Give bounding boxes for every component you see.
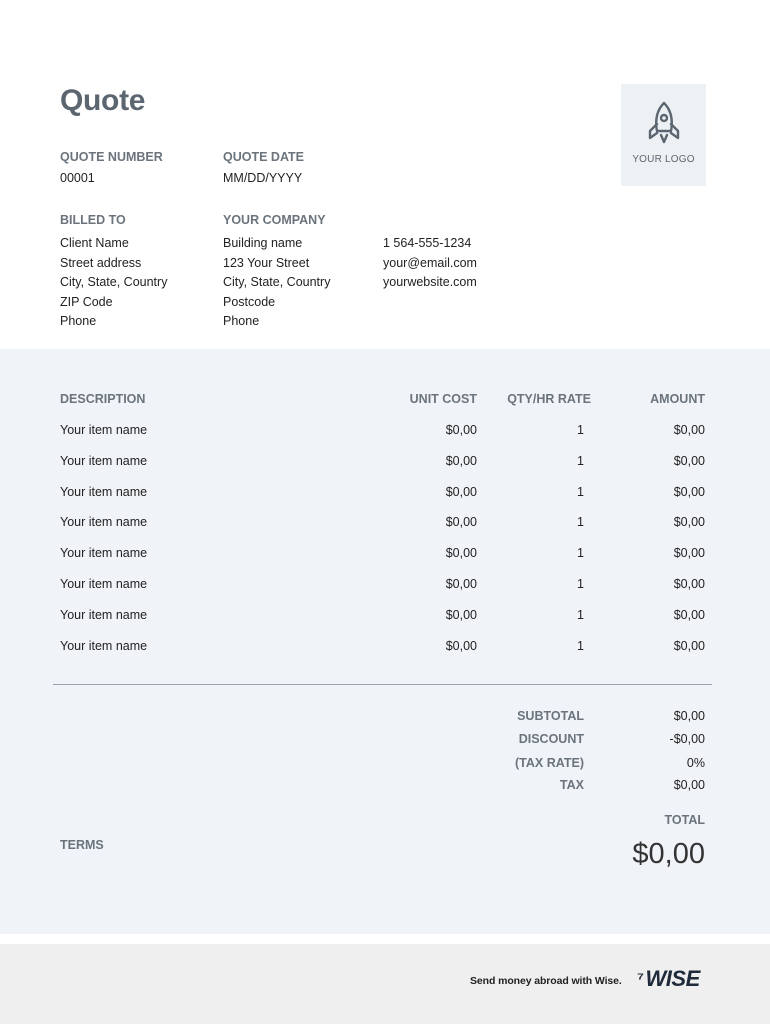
billed-to-label: BILLED TO xyxy=(60,213,126,227)
item-qty: 1 xyxy=(577,608,584,622)
company-phone: 1 564-555-1234 xyxy=(383,236,472,250)
item-amount: $0,00 xyxy=(673,546,705,560)
table-row xyxy=(0,454,770,474)
item-qty: 1 xyxy=(577,546,584,560)
item-qty: 1 xyxy=(577,515,584,529)
item-description: Your item name xyxy=(60,515,148,529)
quote-number-block xyxy=(60,150,163,189)
item-unit-cost: $0,00 xyxy=(445,639,477,653)
item-amount: $0,00 xyxy=(673,423,705,437)
column-header-qty: QTY/HR RATE xyxy=(507,392,591,406)
item-unit-cost: $0,00 xyxy=(445,423,477,437)
footer-tagline: Send money abroad with Wise. xyxy=(470,975,622,987)
table-row xyxy=(0,515,770,535)
company-line: Phone xyxy=(223,314,260,329)
item-description: Your item name xyxy=(60,577,148,591)
tax-value: $0,00 xyxy=(673,778,705,792)
company-line: Postcode xyxy=(223,294,276,309)
quote-date-label: QUOTE DATE xyxy=(223,150,305,164)
item-unit-cost: $0,00 xyxy=(445,454,477,468)
tax-label: TAX xyxy=(559,778,584,792)
billed-to-line: City, State, Country xyxy=(60,275,168,290)
table-row xyxy=(0,608,770,628)
column-header-description: DESCRIPTION xyxy=(60,392,146,406)
table-row xyxy=(0,577,770,597)
company-email: your@email.com xyxy=(383,255,477,270)
tax-rate-label: (TAX RATE) xyxy=(515,756,584,770)
logo-placeholder xyxy=(621,84,706,186)
billed-to-block xyxy=(60,213,167,332)
total-label: TOTAL xyxy=(664,813,705,827)
item-amount: $0,00 xyxy=(673,515,705,529)
terms-label: TERMS xyxy=(60,838,104,852)
item-description: Your item name xyxy=(60,546,148,560)
item-unit-cost: $0,00 xyxy=(445,515,477,529)
item-description: Your item name xyxy=(60,485,148,499)
item-unit-cost: $0,00 xyxy=(445,485,477,499)
item-description: Your item name xyxy=(60,454,148,468)
wise-flag-icon: ⁷ xyxy=(637,969,644,988)
company-contact-block xyxy=(383,234,477,293)
subtotal-label: SUBTOTAL xyxy=(517,709,584,723)
item-qty: 1 xyxy=(577,485,584,499)
company-block xyxy=(223,213,330,332)
company-line: City, State, Country xyxy=(223,275,331,290)
item-amount: $0,00 xyxy=(673,608,705,622)
table-row xyxy=(0,546,770,566)
subtotal-value: $0,00 xyxy=(673,709,705,723)
item-unit-cost: $0,00 xyxy=(445,577,477,591)
item-amount: $0,00 xyxy=(673,454,705,468)
company-label: YOUR COMPANY xyxy=(223,213,326,227)
quote-number-value: 00001 xyxy=(60,171,95,185)
discount-label: DISCOUNT xyxy=(518,732,584,746)
item-description: Your item name xyxy=(60,423,148,437)
quote-number-label: QUOTE NUMBER xyxy=(60,150,163,164)
tax-rate-value: 0% xyxy=(686,756,705,770)
table-divider xyxy=(53,684,712,685)
billed-to-line: Client Name xyxy=(60,236,129,250)
item-qty: 1 xyxy=(577,577,584,591)
wise-brand-text: WISE xyxy=(645,966,700,991)
item-amount: $0,00 xyxy=(673,577,705,591)
item-unit-cost: $0,00 xyxy=(445,608,477,622)
total-value: $0,00 xyxy=(632,838,705,870)
billed-to-line: ZIP Code xyxy=(60,294,113,309)
billed-to-line: Phone xyxy=(60,314,97,329)
item-amount: $0,00 xyxy=(673,485,705,499)
company-website: yourwebsite.com xyxy=(383,275,477,290)
company-line: Building name xyxy=(223,236,303,250)
column-header-unit-cost: UNIT COST xyxy=(409,392,477,406)
wise-logo[interactable] xyxy=(637,966,700,992)
company-line: 123 Your Street xyxy=(223,255,310,270)
item-qty: 1 xyxy=(577,454,584,468)
quote-date-value: MM/DD/YYYY xyxy=(223,171,303,185)
item-description: Your item name xyxy=(60,608,148,622)
quote-date-block xyxy=(223,150,304,189)
discount-value: -$0,00 xyxy=(669,732,705,746)
table-row xyxy=(0,639,770,659)
item-description: Your item name xyxy=(60,639,148,653)
footer xyxy=(0,944,770,1024)
item-qty: 1 xyxy=(577,639,584,653)
rocket-icon xyxy=(642,100,686,146)
billed-to-line: Street address xyxy=(60,255,142,270)
item-qty: 1 xyxy=(577,423,584,437)
page-title: Quote xyxy=(60,84,146,117)
table-row xyxy=(0,485,770,505)
item-amount: $0,00 xyxy=(673,639,705,653)
logo-text: YOUR LOGO xyxy=(632,154,695,165)
column-header-amount: AMOUNT xyxy=(650,392,705,406)
table-row xyxy=(0,423,770,443)
item-unit-cost: $0,00 xyxy=(445,546,477,560)
